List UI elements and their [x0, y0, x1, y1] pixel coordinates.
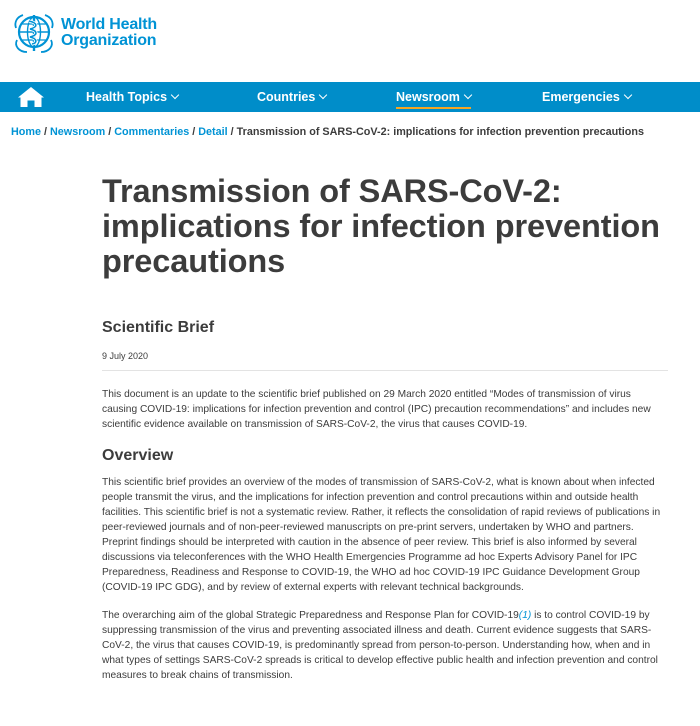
breadcrumb-separator: /	[44, 126, 47, 138]
breadcrumb-current: Transmission of SARS-CoV-2: implications for infection prevention precautions	[236, 126, 644, 138]
article-content	[102, 174, 668, 683]
overview-paragraph-1: This scientific brief provides an overview of the modes of transmission of SARS-CoV-2, what is known about when infected people transmit the virus, and the implications for infection prevention and control precautions within and outside health facilities. This scientific brief is not a systematic review. Rather, it reflects the consolidation of rapid reviews of publications in peer-reviewed journals and of non-peer-reviewed manuscripts on pre-print servers, undertaken by WHO and partners. Preprint findings should be interpreted with caution in the absence of peer review. This brief is also informed by several discussions via teleconferences with the WHO Health Emergencies Programme ad hoc Experts Advisory Panel for IPC Preparedness, Readiness and Response to COVID-19, the WHO ad hoc COVID-19 IPC Guidance Development Group (COVID-19 IPC GDG), and by review of external experts with relevant technical backgrounds.	[102, 477, 661, 593]
breadcrumb-commentaries[interactable]: Commentaries	[114, 126, 190, 138]
breadcrumb-detail[interactable]: Detail	[198, 126, 228, 138]
nav-emergencies-label: Emergencies	[542, 90, 620, 104]
chevron-down-icon	[464, 91, 472, 99]
intro-paragraph: This document is an update to the scientific brief published on 29 March 2020 entitled “Modes of transmission of virus causing COVID-19: implications for infection prevention and control (IPC) precaution recommendations” and includes new scientific evidence available on transmission of SARS-CoV-2, the virus that causes COVID-19.	[102, 389, 651, 430]
breadcrumb-newsroom[interactable]: Newsroom	[50, 126, 106, 138]
chevron-down-icon	[171, 91, 179, 99]
nav-newsroom[interactable]	[396, 82, 471, 112]
breadcrumb-home[interactable]: Home	[11, 126, 41, 138]
logo-line-2: Organization	[61, 32, 157, 49]
nav-health-topics-label: Health Topics	[86, 90, 168, 104]
chevron-down-icon	[319, 91, 327, 99]
nav-emergencies[interactable]	[542, 82, 631, 112]
page-title: Transmission of SARS-CoV-2: implications for infection prevention precautions	[102, 173, 660, 279]
overview-heading: Overview	[102, 447, 174, 464]
home-button[interactable]	[17, 86, 45, 108]
who-logo[interactable]	[11, 10, 157, 56]
main-navigation	[0, 82, 700, 112]
breadcrumb-separator: /	[108, 126, 112, 138]
article-date: 9 July 2020	[102, 351, 668, 371]
chevron-down-icon	[624, 91, 632, 99]
breadcrumb-separator: /	[192, 126, 196, 138]
overview-paragraph-2-end: is to control COVID-19 by suppressing transmission of the virus and preventing associated illness and death. Current evidence suggests that SARS-CoV-2, the virus that causes COVID-19, is predominantly spread from person-to-person. Understanding how, when and in what types of settings SARS-CoV-2 spreads is critical to develop effective public health and infection prevention and control measures to break chains of transmission.	[102, 610, 658, 681]
nav-countries[interactable]	[257, 82, 326, 112]
breadcrumb	[11, 126, 644, 138]
home-icon	[17, 86, 45, 108]
nav-health-topics[interactable]	[86, 82, 178, 112]
nav-newsroom-label: Newsroom	[396, 90, 460, 104]
site-header	[0, 0, 700, 82]
article-subtitle: Scientific Brief	[102, 319, 215, 336]
logo-line-1: World Health	[61, 16, 157, 33]
who-emblem-icon	[11, 10, 57, 56]
breadcrumb-separator: /	[230, 126, 234, 138]
overview-paragraph-2-start: The overarching aim of the global Strategic Preparedness and Response Plan for COVID-19	[102, 610, 519, 621]
nav-countries-label: Countries	[257, 90, 316, 104]
who-logo-text	[61, 17, 157, 49]
reference-link[interactable]: (1)	[518, 610, 532, 621]
overview-paragraph-2	[102, 608, 668, 683]
